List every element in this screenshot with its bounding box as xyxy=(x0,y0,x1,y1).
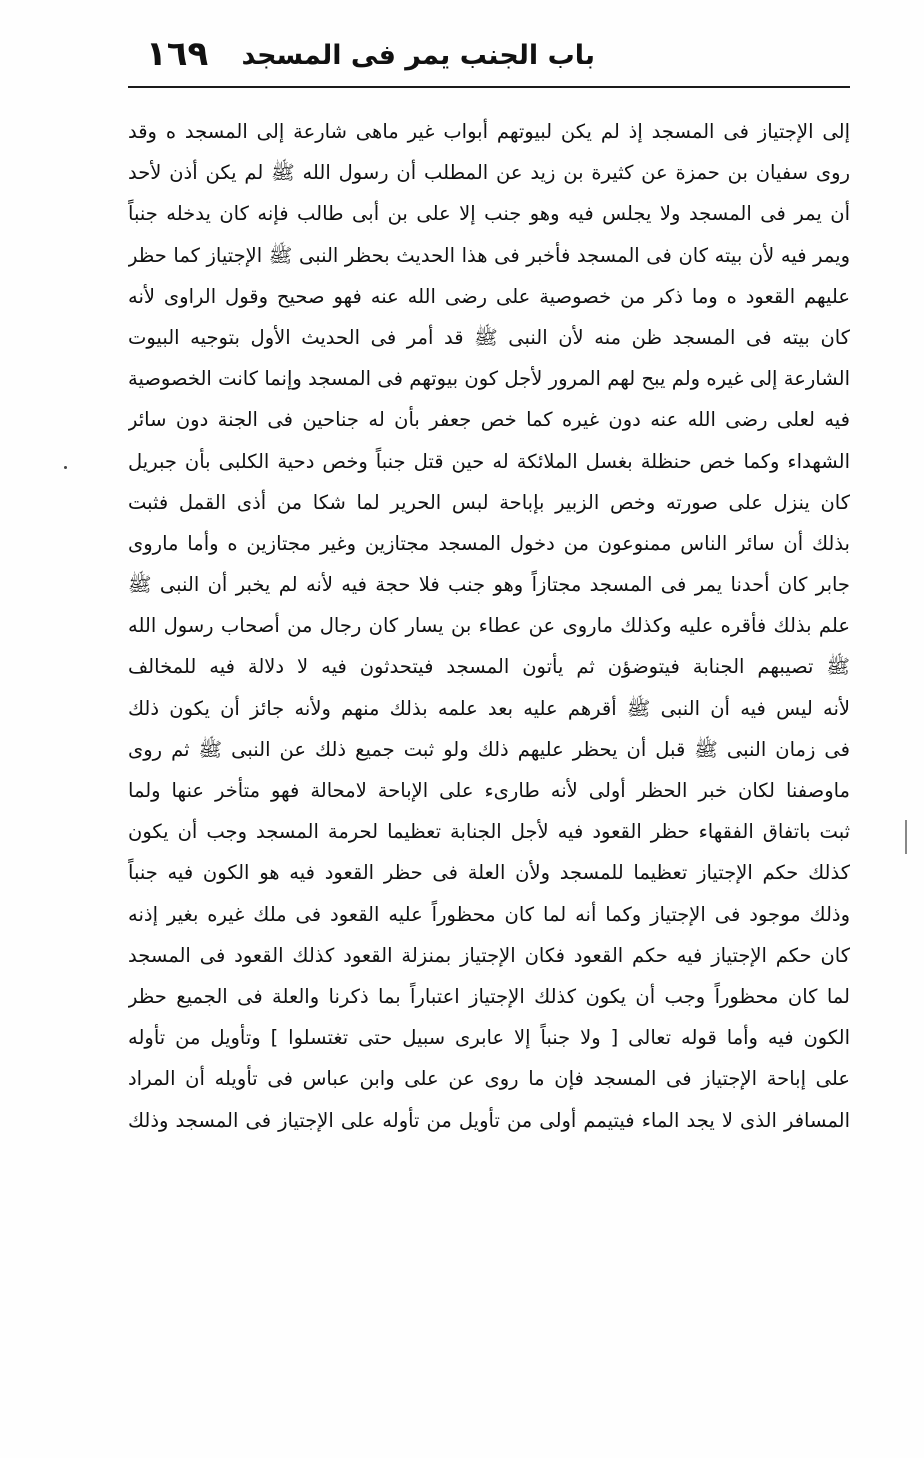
text-line: وذلك موجود فى الإجتياز وكما أنه لما كان محظوراً عليه القعود فى ملك غيره بغير إذنه xyxy=(128,902,850,926)
text-line: ثبت باتفاق الفقهاء حظر القعود فيه لأجل الجنابة تعظيما لحرمة المسجد وجب أن يكون xyxy=(128,820,850,844)
text-line: ﷺ تصيبهم الجنابة فيتوضؤن ثم يأتون المسجد فيتحدثون فيه لا دلالة فيه للمخالف xyxy=(128,655,850,679)
scan-speck xyxy=(64,466,67,469)
text-line: الشارعة إلى غيره ولم يبح لهم المرور لأجل كون بيوتهم فى المسجد وإنما كانت الخصوصية xyxy=(128,367,850,391)
text-line: المسافر الذى لا يجد الماء فيتيمم أولى من تأويل من تأوله على الإجتياز فى المسجد وذلك xyxy=(128,1108,850,1132)
text-line: لما كان محظوراً وجب أن يكون كذلك الإجتياز اعتباراً بما ذكرنا والعلة فى الجميع حظر xyxy=(128,984,850,1008)
page-number: ١٦٩ xyxy=(146,34,209,74)
text-line: الكون فيه وأما قوله تعالى [ ولا جنباً إلا عابرى سبيل حتى تغتسلوا ] وتأويل من تأوله xyxy=(128,1026,850,1050)
text-line: جابر كان أحدنا يمر فى المسجد مجتازاً وهو جنب فلا حجة فيه لأنه لم يخبر أن النبى ﷺ xyxy=(128,573,850,597)
text-line: لأنه ليس فيه أن النبى ﷺ أقرهم عليه بعد علمه بذلك منهم ولأنه جائز أن يكون ذلك xyxy=(128,696,850,720)
text-line: روى سفيان بن حمزة عن كثيرة بن زيد عن المطلب أن رسول الله ﷺ لم يكن أذن لأحد xyxy=(128,161,850,185)
text-line: كان ينزل على صورته وخص الزبير بإباحة لبس الحرير لما شكا من أذى القمل فثبت xyxy=(128,490,850,514)
text-line: علم بذلك فأقره عليه وكذلك ماروى عن عطاء بن يسار كان رجال من أصحاب رسول الله xyxy=(128,614,850,638)
page-header xyxy=(128,34,850,82)
text-line: أن يمر فى المسجد ولا يجلس فيه وهو جنب إلا على بن أبى طالب فإنه كان يدخله جنباً xyxy=(128,202,850,226)
text-line: فيه لعلى رضى الله عنه دون غيره كما خص جعفر بأن له جناحين فى الجنة دون سائر xyxy=(128,408,850,432)
text-line: عليهم القعود ه وما ذكر من خصوصية على رضى الله عنه فهو صحيح وقول الراوى لأنه xyxy=(128,284,850,308)
running-title: باب الجنب يمر فى المسجد xyxy=(241,40,595,71)
text-line: ماوصفنا لكان خبر الحظر أولى لأنه طارىء على الإباحة لامحالة فهو متأخر عنها ولما xyxy=(128,779,850,802)
text-line: فى زمان النبى ﷺ قبل أن يحظر عليهم ذلك ولو ثبت جميع ذلك عن النبى ﷺ ثم روى xyxy=(128,737,850,761)
body-text xyxy=(128,111,850,1141)
text-line: بذلك أن سائر الناس ممنوعون من دخول المسجد مجتازين وغير مجتازين ه وأما ماروى xyxy=(128,531,850,555)
text-line: ويمر فيه لأن بيته كان فى المسجد فأخبر فى هذا الحديث بحظر النبى ﷺ الإجتياز كما حظر xyxy=(128,243,850,267)
text-line: كان بيته فى المسجد ظن منه لأن النبى ﷺ قد أمر فى الحديث الأول بتوجيه البيوت xyxy=(128,325,850,349)
scan-speck xyxy=(905,820,907,854)
text-line: كان حكم الإجتياز فيه حكم القعود فكان الإجتياز بمنزلة القعود كذلك القعود فى المسجد xyxy=(128,943,850,967)
text-line: إلى الإجتياز فى المسجد إذ لم يكن لبيوتهم أبواب غير ماهى شارعة إلى المسجد ه وقد xyxy=(128,120,850,143)
header-divider xyxy=(128,86,850,88)
text-line: على إباحة الإجتياز فى المسجد فإن ما روى عن على وابن عباس فى تأويله أن المراد xyxy=(128,1067,850,1091)
text-line: الشهداء وكما خص حنظلة بغسل الملائكة له حين قتل جنباً وخص دحية الكلبى بأن جبريل xyxy=(128,449,850,473)
text-line: كذلك حكم الإجتياز تعظيما للمسجد ولأن العلة فى حظر القعود فيه هو الكون فيه جنباً xyxy=(128,861,850,885)
